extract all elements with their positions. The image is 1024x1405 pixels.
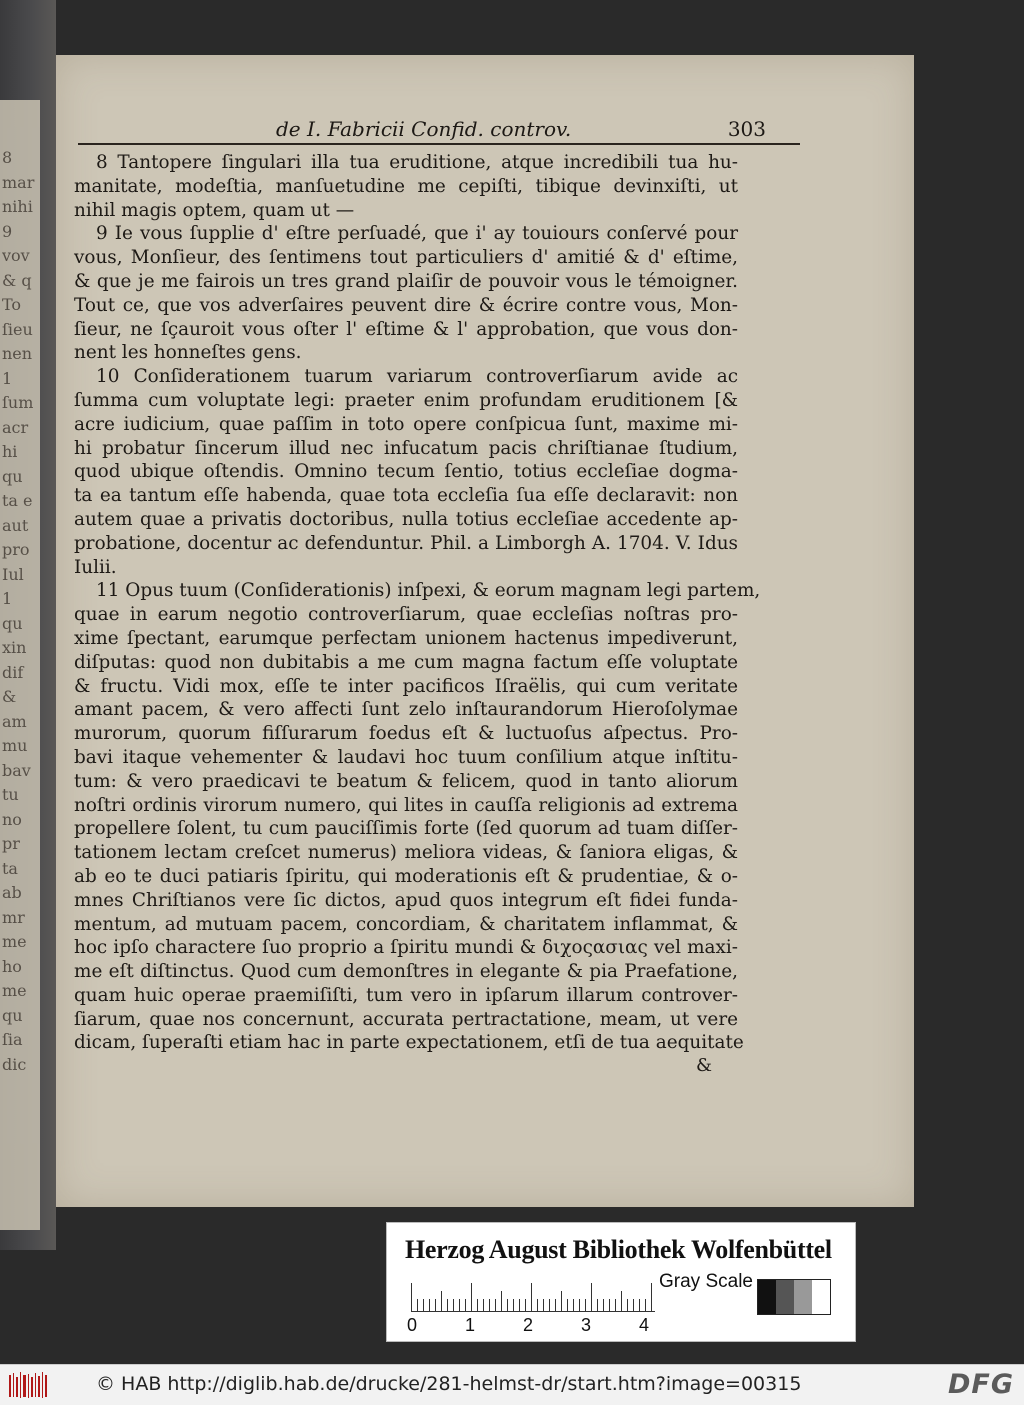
ruler-tick — [507, 1299, 508, 1311]
gray-scale-swatch — [757, 1279, 831, 1315]
library-name: Herzog August Bibliothek Wolfenbüttel — [405, 1235, 832, 1264]
ruler-tick — [639, 1299, 640, 1311]
text-line: murorum, quorum fiſſurarum foedus eſt & luctuoſus aſpectus. Pro- — [74, 723, 738, 745]
text-line: manitate, modeſtia, manſuetudine me cepiſti, tibique devinxiſti, ut — [74, 175, 738, 197]
ruler-tick — [525, 1299, 526, 1311]
ruler-tick — [441, 1291, 442, 1311]
barcode-icon — [8, 1371, 48, 1399]
previous-page-fragment: dic — [2, 1054, 27, 1074]
previous-page-fragment: 1 — [2, 368, 13, 388]
previous-page-fragment: pr — [2, 834, 20, 853]
ruler-tick — [561, 1291, 562, 1311]
previous-page-fragment: 8 — [2, 148, 13, 167]
book-page — [56, 55, 914, 1207]
previous-page-fragment: qu — [2, 613, 23, 633]
previous-page-fragment: 9 — [2, 221, 13, 241]
ruler-tick — [585, 1299, 586, 1311]
gray-swatch — [776, 1280, 794, 1314]
previous-page-fragment: ſum — [2, 393, 34, 412]
ruler-number: 4 — [639, 1315, 650, 1335]
ruler-tick — [459, 1299, 460, 1311]
previous-page-fragment: To — [2, 295, 22, 314]
ruler-tick — [435, 1299, 436, 1311]
ruler-tick — [633, 1299, 634, 1311]
previous-page-fragment: ho — [2, 956, 22, 976]
previous-page-fragment: qu — [2, 466, 23, 486]
previous-page-fragment: xin — [2, 638, 27, 657]
previous-page-fragment: acr — [2, 417, 29, 437]
ruler-tick — [447, 1299, 448, 1311]
text-line: 9 Ie vous ſupplie d' eſtre perſuadé, que i' ay touiours conſervé pour — [96, 223, 738, 245]
ruler — [411, 1281, 655, 1312]
previous-page-fragment: ſia — [2, 1030, 23, 1049]
text-line: tum: & vero praedicavi te beatum & felicem, quod in tanto aliorum — [74, 770, 738, 792]
previous-page-fragment: ta — [2, 858, 18, 878]
ruler-tick — [531, 1283, 532, 1311]
previous-page-fragment: mar — [2, 172, 35, 192]
ruler-tick — [591, 1283, 592, 1311]
page-body-text — [74, 151, 761, 1055]
text-line: vous, Monſieur, des ſentimens tout particuliers d' amitié & d' eſtime, — [74, 247, 738, 269]
catchword: & — [696, 1055, 713, 1076]
text-line: nihil magis optem, quam ut — — [74, 199, 355, 221]
ruler-number: 3 — [581, 1315, 592, 1335]
text-line: ab eo te duci patiaris ſpiritu, qui moderationis eſt & prudentiae, & o- — [74, 865, 738, 887]
text-line: nent les honneſtes gens. — [74, 342, 302, 364]
previous-page-fragment: Iul — [2, 564, 24, 584]
previous-page-fragment: mu — [2, 736, 28, 755]
previous-page-fragment: pro — [2, 540, 30, 559]
previous-page-fragment: mr — [2, 907, 25, 927]
text-line: ſiarum, quae nos concernunt, accurata pertractatione, meam, ut vere — [74, 1008, 738, 1030]
gray-scale-label: Gray Scale — [659, 1271, 753, 1292]
previous-page-fragment: & — [2, 687, 17, 706]
ruler-tick — [417, 1299, 418, 1311]
text-line: probatione, docentur ac defenduntur. Phil. a Limborgh A. 1704. V. Idus — [74, 532, 738, 554]
ruler-tick — [609, 1299, 610, 1311]
text-line: noſtri ordinis virorum numero, qui lites in cauſſa religionis ad extrema — [74, 794, 738, 816]
header-rule — [78, 143, 800, 145]
ruler-tick — [579, 1299, 580, 1311]
text-line: hi probatur ſincerum illud nec infucatum pacis chriſtianae ſtudium, — [74, 437, 738, 459]
text-line: propellere ſolent, tu cum pauciſſimis forte (ſed quorum ad tuam diſſer- — [74, 818, 738, 840]
text-line: 10 Conſiderationem tuarum variarum controverſiarum avide ac — [96, 366, 738, 388]
text-line: acre iudicium, quae paſſim in toto opere conſpicua ſunt, maxime mi- — [74, 413, 738, 435]
previous-page-fragment: ſieu — [2, 319, 33, 339]
ruler-tick — [471, 1283, 472, 1311]
previous-page-fragment: qu — [2, 1005, 23, 1025]
text-line: xime ſpectant, earumque perfectam unionem hactenus impediverunt, — [74, 627, 738, 649]
previous-page-fragment: nihi — [2, 197, 33, 216]
text-line: ſieur, ne ſçauroit vous oſter l' eſtime & l' approbation, que vous don- — [74, 318, 738, 340]
previous-page-fragment: tu — [2, 785, 19, 804]
text-line: me eſt diſtinctus. Quod cum demonſtres in elegante & pia Praefatione, — [74, 961, 738, 983]
ruler-tick — [411, 1283, 412, 1311]
ruler-tick — [429, 1299, 430, 1311]
ruler-tick — [453, 1299, 454, 1311]
ruler-tick — [513, 1299, 514, 1311]
text-line: & fructu. Vidi mox, eſſe te inter pacificos Iſraëlis, qui cum veritate — [74, 675, 738, 697]
ruler-tick — [567, 1299, 568, 1311]
ruler-number: 1 — [465, 1315, 476, 1335]
ruler-tick — [483, 1299, 484, 1311]
text-line: bavi itaque vehementer & laudavi hoc tuum conſilium atque inſtitu- — [74, 746, 738, 768]
text-line: ta ea tantum eſſe habenda, quae tota eccleſia ſua eſſe declaravit: non — [74, 485, 738, 507]
gray-swatch — [794, 1280, 812, 1314]
ruler-tick — [603, 1299, 604, 1311]
ruler-tick — [519, 1299, 520, 1311]
previous-page-fragment: 1 — [2, 589, 13, 608]
ruler-number: 0 — [407, 1315, 418, 1335]
ruler-tick — [627, 1299, 628, 1311]
ruler-tick — [651, 1283, 652, 1311]
text-line: & que je me fairois un tres grand plaiſir de pouvoir vous le témoigner. — [74, 270, 738, 292]
previous-page-fragment: bav — [2, 760, 31, 780]
text-line: Iulii. — [74, 556, 117, 578]
ruler-number: 2 — [523, 1315, 534, 1335]
library-color-card — [386, 1222, 856, 1342]
ruler-tick — [489, 1299, 490, 1311]
text-line: tationem lectam creſcet numerus) meliora videas, & ſaniora eligas, & — [74, 842, 738, 864]
text-line: mentum, ad mutuam pacem, concordiam, & charitatem inflammat, & — [74, 913, 738, 935]
previous-page-fragment: no — [2, 809, 22, 829]
text-line: mnes Chriſtianos vere ſic dictos, apud quos integrum eſt fidei funda- — [74, 889, 738, 911]
text-line: quod ubique oſtendis. Omnino tecum ſentio, totius eccleſiae dogma- — [74, 461, 738, 483]
footer-bar — [0, 1364, 1024, 1405]
previous-page-fragment: ta e — [2, 491, 33, 510]
ruler-tick — [615, 1299, 616, 1311]
source-link[interactable]: © HAB http://diglib.hab.de/drucke/281-helmst-dr/start.htm?image=00315 — [96, 1373, 802, 1395]
text-line: ſumma cum voluptate legi: praeter enim profundam eruditionem [& — [74, 389, 738, 411]
ruler-tick — [621, 1291, 622, 1311]
ruler-tick — [495, 1299, 496, 1311]
ruler-tick — [543, 1299, 544, 1311]
ruler-tick — [573, 1299, 574, 1311]
previous-page-fragment: dif — [2, 662, 24, 682]
text-line: hoc ipſo charactere ſuo proprio a ſpiritu mundi & διχοςασιας vel maxi- — [74, 937, 738, 959]
previous-page-fragment: hi — [2, 442, 18, 461]
text-line: diſputas: quod non dubitabis a me cum magna factum eſſe voluptate — [74, 651, 738, 673]
previous-page-fragment: me — [2, 932, 27, 951]
previous-page-fragment: & q — [2, 270, 32, 290]
text-line: quam huic operae praemiſiſti, tum vero in ipſarum illarum controver- — [74, 984, 738, 1006]
page-number: 303 — [727, 117, 766, 141]
text-line: amant pacem, & vero affecti ſunt zelo inſtaurandorum Hieroſolymae — [74, 699, 738, 721]
previous-page-fragment: am — [2, 711, 27, 731]
ruler-tick — [537, 1299, 538, 1311]
text-line: dicam, ſuperaſti etiam hac in parte expectationem, etſi de tua aequitate — [74, 1032, 744, 1054]
previous-page-fragment: nen — [2, 344, 33, 363]
text-line: Tout ce, que vos adverſaires peuvent dire & écrire contre vous, Mon- — [74, 294, 738, 316]
previous-page-fragment: ab — [2, 883, 22, 902]
previous-page-fragment: vov — [2, 246, 30, 265]
previous-page-fragment: aut — [2, 515, 29, 535]
ruler-tick — [645, 1299, 646, 1311]
gray-swatch — [758, 1280, 776, 1314]
ruler-tick — [477, 1299, 478, 1311]
ruler-tick — [597, 1299, 598, 1311]
text-line: 8 Tantopere ſingulari illa tua eruditione, atque incredibili tua hu- — [96, 152, 738, 173]
previous-page-fragment: me — [2, 981, 27, 1000]
previous-page-edge — [0, 100, 40, 1230]
ruler-tick — [555, 1299, 556, 1311]
ruler-tick — [549, 1299, 550, 1311]
ruler-tick — [465, 1299, 466, 1311]
text-line: quae in earum negotio controverſiarum, quae eccleſias noſtras pro- — [74, 604, 738, 626]
text-line: autem quae a privatis doctoribus, nulla totius eccleſiae accedente ap- — [74, 508, 738, 530]
dfg-logo: DFG — [947, 1369, 1014, 1400]
gray-swatch — [812, 1280, 830, 1314]
running-title: de I. Fabricii Confid. controv. — [276, 117, 572, 141]
ruler-tick — [423, 1299, 424, 1311]
text-line: 11 Opus tuum (Conſiderationis) inſpexi, & eorum magnam legi partem, — [96, 580, 761, 602]
ruler-tick — [501, 1291, 502, 1311]
